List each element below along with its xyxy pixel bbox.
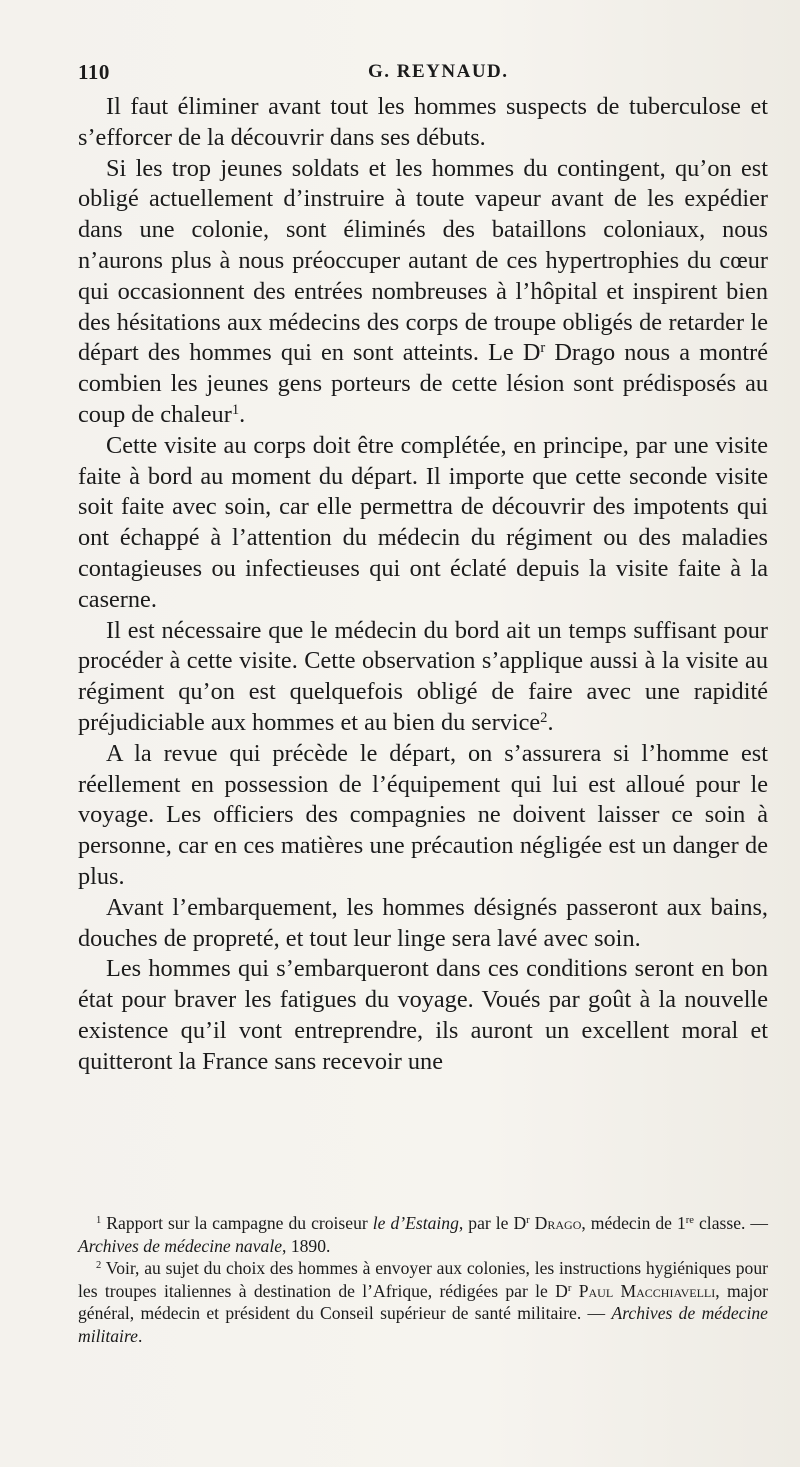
doctor-abbrev-sup: r [540, 340, 546, 357]
footnote-1-text-d: classe. — [694, 1213, 769, 1233]
footnote-1-text-e: , 1890. [282, 1235, 331, 1256]
footnote-2-text: Voir, au sujet du choix des hommes à envoyer aux colonies, les instructions hygiéniques pour les troupes italiennes à destination de l’Afrique, rédigées par le D [78, 1258, 768, 1301]
footnote-1-doctor-sup: r [526, 1215, 530, 1227]
footnote-1-marker: 1 [96, 1215, 102, 1227]
paragraph-6: Avant l’embarquement, les hommes désignés passeront aux bains, douches de propreté, et tout leur linge sera lavé avec soin. [78, 893, 768, 952]
ship-name: le d’Estaing [372, 1213, 459, 1233]
footnote-1-text: Rapport sur la campagne du croiseur [101, 1213, 373, 1233]
footnote-ref-2: 2 [540, 709, 548, 726]
footnote-1-text-c: , médecin de 1 [581, 1213, 686, 1233]
footnote-2-text-c: . [137, 1325, 143, 1346]
paragraph-2-after-doctor: Drago nous a montré combien les jeunes gens porteurs de cette lésion sont prédisposés au coup de chaleur [78, 339, 768, 428]
paragraph-3: Cette visite au corps doit être complétée, en principe, par une visite faite à bord au moment du départ. Il importe que cette seconde visite soit faite avec soin, car elle permettra de découvrir des impotents qui ont échappé à l’attention du médecin du régiment ou des maladies contagieuses ou infectieuses qui ont éclaté depuis la visite faite à la caserne. [78, 431, 768, 613]
paragraph-4-end: . [547, 708, 554, 736]
paragraph-7: Les hommes qui s’embarqueront dans ces conditions seront en bon état pour braver les fatigues du voyage. Voués par goût à la nouvelle existence qu’il vont entreprendre, ils auront un excellent moral et quitteront la France sans recevoir une [78, 955, 768, 1075]
paragraph-2 [78, 154, 768, 431]
footnote-ref-1: 1 [231, 401, 240, 418]
footnote-2-marker: 2 [96, 1260, 102, 1272]
paragraph-5: A la revue qui précède le départ, on s’assurera si l’homme est réellement en possession de l’équipement qui lui est alloué pour le voyage. Les officiers des compagnies ne doivent laisser ce soin à personne, car en ces matières une précaution négligée est un danger de plus. [78, 739, 768, 890]
paragraph-2-before-doctor: Le D [478, 339, 541, 367]
footnote-2-text-b: , major général, médecin et président du Conseil supérieur de santé militaire. — [78, 1280, 769, 1324]
paragraph-2-end: . [239, 400, 246, 428]
footnote-1 [78, 1212, 768, 1257]
footnote-1-text-b: , par le D [458, 1213, 527, 1233]
body-text [78, 92, 768, 1078]
running-head: G. REYNAUD. [368, 61, 509, 82]
page-header [78, 60, 768, 90]
footnote-1-class-sup: re [685, 1215, 694, 1227]
footnote-2-doctor-sup: r [567, 1282, 572, 1294]
footnote-2-journal: Archives de médecine militaire [78, 1303, 768, 1346]
page-number: 110 [78, 60, 110, 84]
footnote-1-journal: Archives de médecine navale [78, 1235, 283, 1256]
paragraph-2-text: Si les trop jeunes soldats et les hommes du contingent, qu’on est obligé actuellement d’instruire à toute vapeur avant de les expédier dans une colonie, sont éliminés des bataillons coloniaux, nous n’aurons plus à nous préoccuper autant de ces hypertrophies du cœur qui occasionnent des entrées nombreuses à l’hôpital et inspirent bien des hésitations aux médecins des corps de troupe obligés de retarder le départ des hommes qui en sont atteints. [78, 154, 768, 367]
footnote-2-author: Paul Macchiavelli [571, 1280, 716, 1301]
paragraph-4-text: Il est nécessaire que le médecin du bord ait un temps suffisant pour procéder à cette visite. Cette observation s’applique aussi à la visite au régiment qu’on est quelquefois obligé de faire avec une rapidité préjudiciable aux hommes et au bien du service [78, 616, 768, 736]
footnotes [78, 1212, 768, 1348]
paragraph-1: Il faut éliminer avant tout les hommes suspects de tuberculose et s’efforcer de la découvrir dans ses débuts. [78, 93, 768, 151]
footnote-2 [78, 1257, 768, 1347]
paragraph-4 [78, 616, 768, 739]
footnote-1-author: Drago [529, 1213, 582, 1233]
